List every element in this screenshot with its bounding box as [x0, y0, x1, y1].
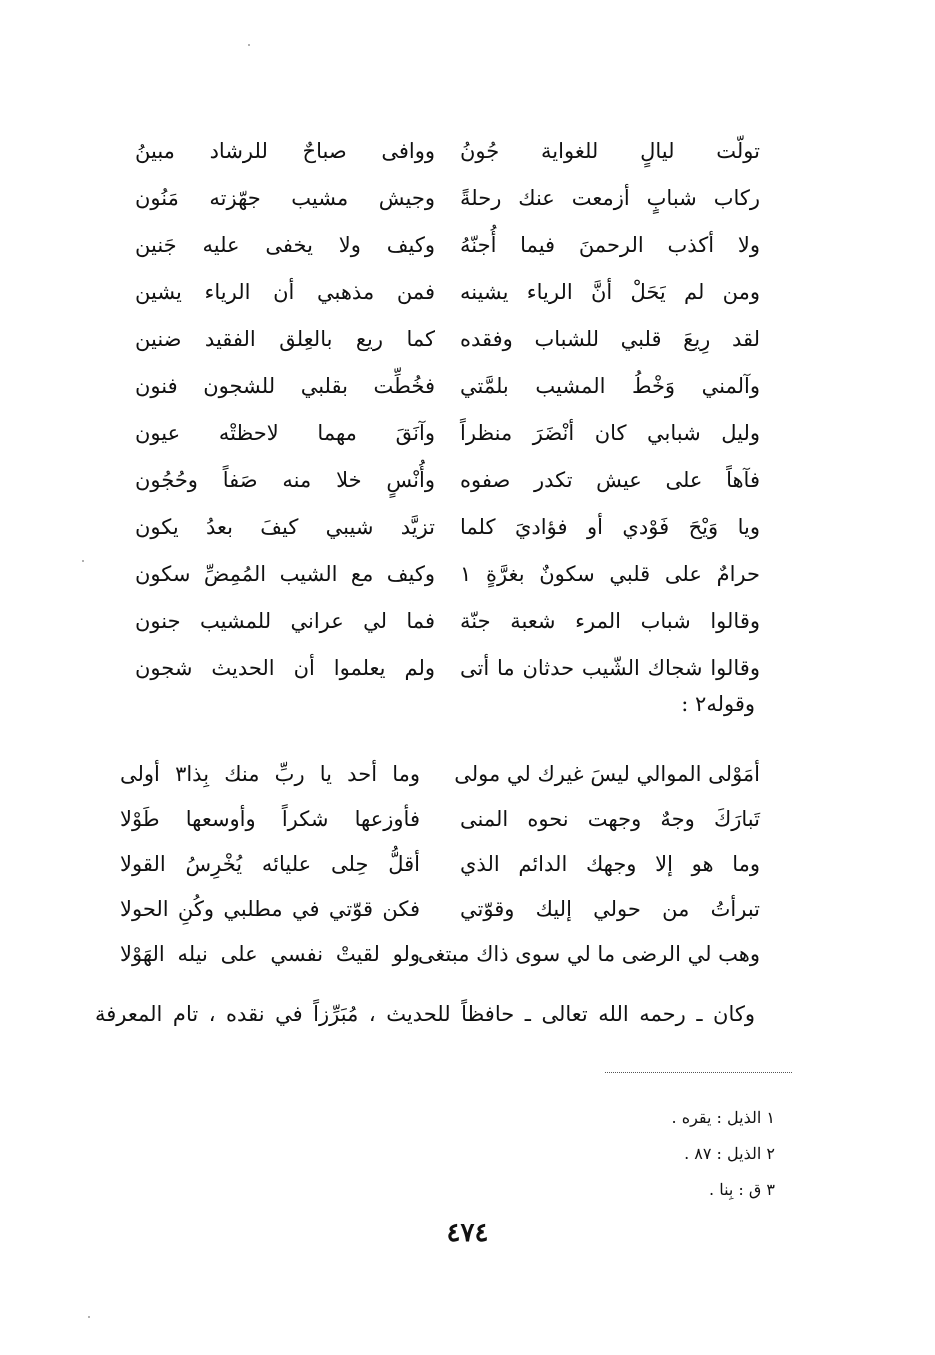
second-hemistich: فكن قوّتي في مطلبي وكُنِ الحولا — [120, 897, 420, 921]
second-hemistich: فخُطِّت بقلبي للشجون فنون — [135, 374, 435, 398]
prose-line: وكان ـ رحمه الله تعالى ـ حافظاً للحديث ، مُبَرِّزاً في نقده ، تام المعرفة — [95, 1002, 755, 1026]
poem-block-1 — [135, 128, 760, 692]
scan-speck — [248, 44, 250, 46]
second-hemistich: تزيَّد شيبي كيفَ بعدُ يكون — [135, 515, 435, 539]
verse-row — [120, 797, 760, 842]
first-hemistich: ويا وَيْحَ فَوْدي أو فؤاديَ كلما — [460, 515, 760, 539]
first-hemistich: تبرأتُ من حولي إليك وقوّتي — [460, 897, 760, 921]
first-hemistich: تولّت ليالٍ للغواية جُونُ — [460, 139, 760, 163]
first-hemistich: حرامٌ على قلبي سكونٌ بغرَّةٍ ١ — [460, 562, 760, 586]
second-hemistich: أقلُّ حِلى عليائه يُخْرِسُ القولا — [120, 852, 420, 876]
verse-row — [135, 645, 760, 692]
second-hemistich: ووافى صباحٌ للرشاد مبينُ — [135, 139, 435, 163]
poem-heading: وقوله٢ : — [681, 692, 755, 716]
footnote-3: ٣ ق : بِنا . — [709, 1180, 775, 1199]
second-hemistich: وكيف مع الشيب المُمِضِّ سكون — [135, 562, 435, 586]
verse-row — [135, 269, 760, 316]
first-hemistich: وآلمني وَخْطُ المشيب بلمَّتي — [460, 374, 760, 398]
first-hemistich: ركاب شبابٍ أزمعت عنك رحلةً — [460, 186, 760, 210]
footnotes — [672, 1100, 775, 1208]
verse-row — [135, 410, 760, 457]
first-hemistich: ولا أكذب الرحمنَ فيما أُجنّهُ — [460, 233, 760, 257]
verse-row — [120, 887, 760, 932]
first-hemistich: فآهاً على عيش تكدر صفوه — [460, 468, 760, 492]
verse-row — [135, 598, 760, 645]
second-hemistich: ولو لقيتْ نفسي على نيله الهَوْلا — [120, 942, 420, 966]
first-hemistich: وليل شبابي كان أنْضَرَ منظراً — [460, 421, 760, 445]
footnote-2: ٢ الذيل : ٨٧ . — [684, 1144, 775, 1163]
first-hemistich: ومن لم يَحَلْ أنَّ الرياء يشينه — [460, 280, 760, 304]
verse-row — [135, 504, 760, 551]
verse-row — [135, 222, 760, 269]
first-hemistich: أمَوْلى الموالي ليسَ غيرك لي مولى — [454, 762, 760, 786]
second-hemistich: وأُنْسٍ خلا منه صَفاً وحُجُون — [135, 468, 435, 492]
poem-block-2 — [120, 752, 760, 977]
second-hemistich: فمن مذهبي أن الرياء يشين — [135, 280, 435, 304]
verse-row — [135, 457, 760, 504]
footnote-1: ١ الذيل : يقره . — [671, 1108, 775, 1127]
second-hemistich: وما أحد يا ربِّ منك بِذا٣ أولى — [120, 762, 420, 786]
verse-row — [135, 175, 760, 222]
second-hemistich: فما لي عراني للمشيب جنون — [135, 609, 435, 633]
verse-row — [135, 551, 760, 598]
verse-row — [135, 128, 760, 175]
second-hemistich: وآنَقَ مهما لاحظتْه عيون — [135, 421, 435, 445]
footnote-separator — [605, 1072, 792, 1073]
scan-speck — [82, 560, 84, 562]
second-hemistich: فأوزعها شكراً وأوسعها طَوْلا — [120, 807, 420, 831]
page-number: ٤٧٤ — [446, 1218, 489, 1248]
first-hemistich: وقالوا شجاك الشّيب حدثان ما أتى — [460, 656, 760, 680]
first-hemistich: وقالوا شباب المرء شعبة جنّة — [460, 609, 760, 633]
second-hemistich: ولم يعلموا أن الحديث شجون — [135, 656, 435, 680]
scan-speck — [88, 1316, 90, 1318]
first-hemistich: تَبارَكَ وجهٌ وجهت نحوه المنى — [460, 807, 760, 831]
verse-row — [135, 363, 760, 410]
first-hemistich: لقد رِيعَ قلبي للشباب وفقده — [460, 327, 760, 351]
first-hemistich: وما هو إلا وجهك الدائم الذي — [460, 852, 760, 876]
first-hemistich: وهب لي الرضى ما لي سوى ذاك مبتغى — [417, 942, 760, 966]
second-hemistich: وكيف ولا يخفى عليه جَنين — [135, 233, 435, 257]
second-hemistich: وجيش مشيب جهّزته مَنُون — [135, 186, 435, 210]
verse-row — [120, 752, 760, 797]
verse-row — [120, 932, 760, 977]
verse-row — [120, 842, 760, 887]
second-hemistich: كما ريع بالعِلق الفقيد ضنين — [135, 327, 435, 351]
verse-row — [135, 316, 760, 363]
